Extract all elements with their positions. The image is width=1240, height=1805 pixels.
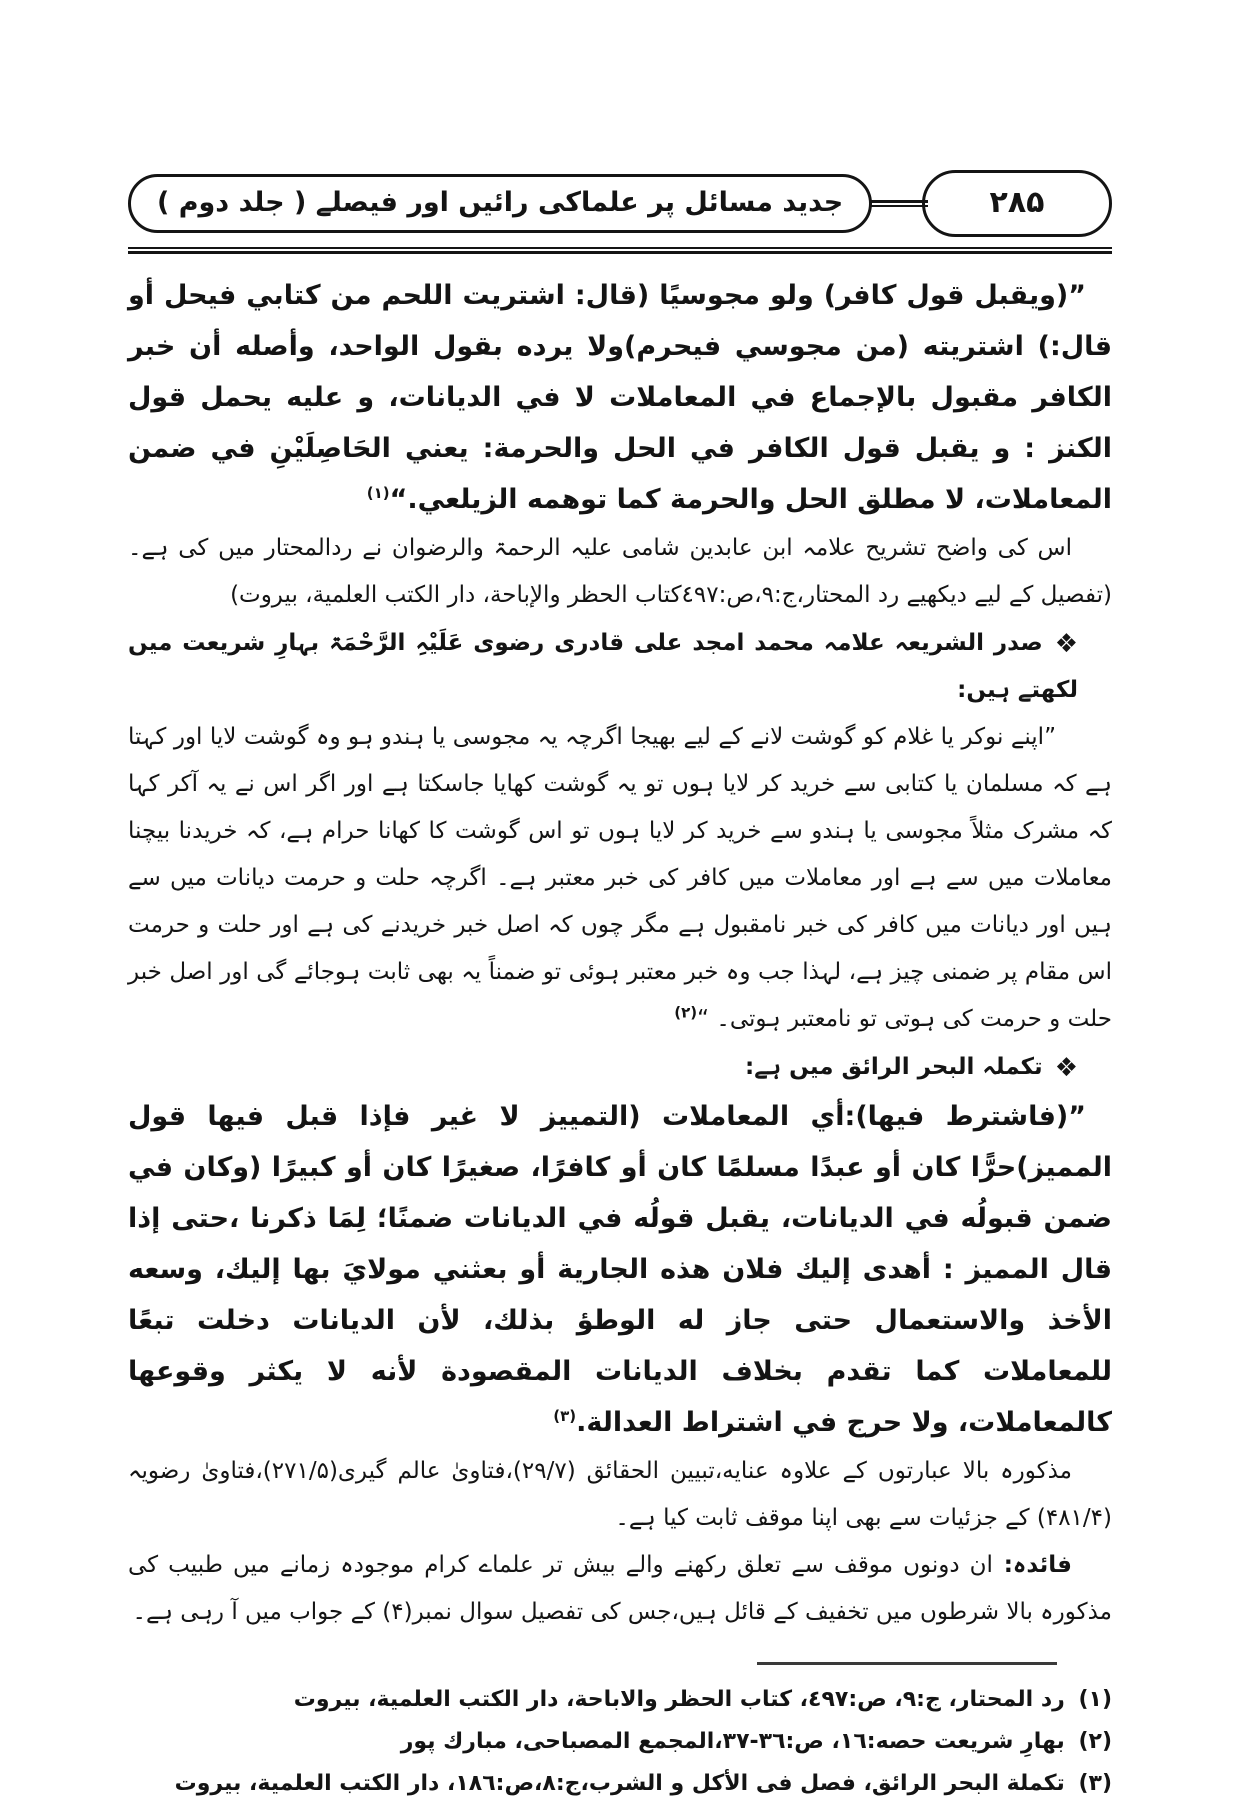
page-header xyxy=(128,170,1112,237)
footnote-line xyxy=(128,1763,1112,1805)
header-rule xyxy=(866,200,928,207)
paragraph-text: ”اپنے نوکر یا غلام کو گوشت لانے کے لیے بھیجا اگرچہ یہ مجوسی یا ہندو ہو وہ گوشت لایا اور کہتا ہے کہ مسلمان یا کتابی سے خرید کر لایا ہوں تو یہ گوشت کھایا جاسکتا ہے اور اگر اس نے یہ آکر کہا کہ مشرک مثلاً مجوسی یا ہندو سے خرید کر لایا ہوں تو اس گوشت کا کھانا حرام ہے، کہ خریدنا بیچنا معاملات میں سے ہے اور معاملات میں کافر کی خبر معتبر ہے۔ اگرچہ حلت و حرمت دیانات میں سے ہیں اور دیانات میں کافر کی خبر نامقبول ہے مگر چوں کہ اصل خبر خریدنے کی ہے اور حلت و حرمت اس مقام پر ضمنی چیز ہے، لہذا جب وہ خبر معتبر ہوئی تو ضمناً یہ بھی ثابت ہوجائے گی اور اصل خبر حلت و حرمت کی ہوتی تو نامعتبر ہوتی۔ “ xyxy=(128,724,1112,1032)
book-title-badge: جدید مسائل پر علماکی رائیں اور فیصلے ( جلد دوم ) xyxy=(128,174,872,233)
footnote-line xyxy=(128,1679,1112,1721)
footnote-text: بهارِ شريعت حصه:١٦، ص:٣٦-٣٧،المجمع المصباحى، مبارك پور xyxy=(400,1729,1073,1754)
paragraph-text: ”(فاشترط فيها):أي المعاملات (التمييز لا غير فإذا قبل فيها قول المميز)حرًّا كان أو عبدًا مسلمًا كان أو كافرًا، صغيرًا كان أو كبيرًا (وكان في ضمن قبولُه في الديانات، يقبل قولُه في الديانات ضمنًا؛ لِمَا ذكرنا ،حتى إذا قال المميز : أهدى إليك فلان هذه الجارية أو بعثني مولايَ بها إليك، وسعه الأخذ والاستعمال حتى جاز له الوطؤ بذلك، لأن الديانات دخلت تبعًا للمعاملات كما تقدم بخلاف الديانات المقصودة لأنه لا يكثر وقوعها كالمعاملات، ولا حرج في اشتراط العدالة. xyxy=(128,1101,1112,1438)
faida-text: ان دونوں موقف سے تعلق رکھنے والے بیش تر علماے کرام موجودہ زمانے میں طبیب کی مذکورہ بالا شرطوں میں تخفیف کے قائل ہیں،جس کی تفصیل سوال نمبر(۴) کے جواب میں آ رہی ہے۔ xyxy=(128,1552,1112,1625)
footnote-marker: (١) xyxy=(1078,1687,1112,1712)
paragraph-urdu xyxy=(128,1448,1112,1542)
footnote-line xyxy=(128,1721,1112,1763)
paragraph-arabic xyxy=(128,270,1112,525)
footnote-marker: (٣) xyxy=(1078,1771,1112,1796)
footnote-marker: (٢) xyxy=(1078,1729,1112,1754)
footnote-text: تكملة البحر الرائق، فصل فى الأكل و الشرب،ج:٨،ص:١٨٦، دار الكتب العلمية، بيروت xyxy=(174,1771,1073,1796)
paragraph-faida xyxy=(128,1542,1112,1636)
paragraph-text: ”(ويقبل قول كافر) ولو مجوسيًا (قال: اشتريت اللحم من كتابي فيحل أو قال:) اشتريته (من مجوسي فيحرم)ولا يرده بقول الواحد، وأصله أن خبر الكافر مقبول بالإجماع في المعاملات لا في الديانات، و عليه يحمل قول الكنز : و يقبل قول الكافر في الحل والحرمة: يعني الحَاصِلَيْنِ في ضمن المعاملات، لا مطلق الحل والحرمة كما توهمه الزيلعي.“ xyxy=(128,280,1112,515)
paragraph-arabic xyxy=(128,1091,1112,1448)
footnotes xyxy=(128,1679,1112,1805)
paragraph-bullet xyxy=(128,1043,1112,1091)
paragraph-text: مذکورہ بالا عبارتوں کے علاوہ عنایه،تبیین الحقائق (۲۹/۷)،فتاویٰ عالم گیری(۲۷۱/۵)،فتاویٰ رضویہ (۴۸۱/۴) کے جزئیات سے بھی اپنا موقف ثابت کیا ہے۔ xyxy=(128,1458,1112,1531)
bullet-heading-text: صدر الشریعہ علامہ محمد امجد علی قادری رضوی عَلَیْہِ الرَّحْمَۃ بہارِ شریعت میں لکھتے ہیں: xyxy=(128,630,1078,703)
paragraph-bullet xyxy=(128,619,1112,714)
diamond-bullet-icon: ❖ xyxy=(1054,1053,1078,1083)
footnote-reference: (٢) xyxy=(674,1003,698,1022)
page-number-badge: ۲۸۵ xyxy=(922,170,1112,237)
paragraph-text: اس کی واضح تشریح علامہ ابن عابدین شامی علیہ الرحمۃ والرضوان نے ردالمحتار میں کی ہے۔ (تفصیل کے لیے دیکھیے رد المحتار،ج:٩،ص:٤٩٧كتاب الحظر والإباحة، دار الكتب العلمية، بيروت) xyxy=(128,535,1112,608)
page-body xyxy=(128,270,1112,1636)
footnote-divider xyxy=(757,1662,1057,1665)
diamond-bullet-icon: ❖ xyxy=(1054,629,1078,659)
paragraph-urdu-quote xyxy=(128,714,1112,1043)
footnote-text: رد المحتار، ج:٩، ص:٤٩٧، كتاب الحظر والاباحة، دار الكتب العلمية، بيروت xyxy=(293,1687,1073,1712)
faida-lead-label: فائدہ: xyxy=(992,1552,1072,1578)
footnote-reference: (١) xyxy=(366,484,390,502)
header-divider xyxy=(128,247,1112,254)
paragraph-urdu xyxy=(128,525,1112,619)
bullet-heading-text: تکملہ البحر الرائق میں ہے: xyxy=(745,1054,1043,1080)
footnote-reference: (٣) xyxy=(553,1407,577,1425)
